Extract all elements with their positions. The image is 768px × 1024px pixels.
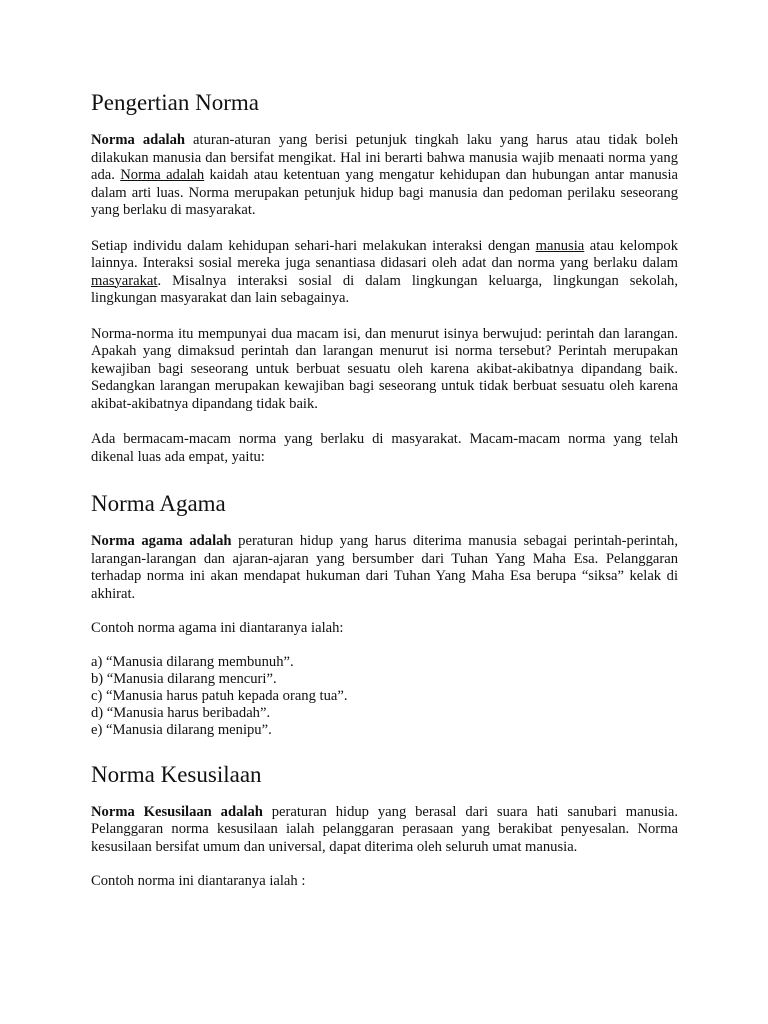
list-item: c) “Manusia harus patuh kepada orang tua”. [91, 687, 348, 704]
link-masyarakat[interactable]: masyarakat [91, 272, 158, 289]
paragraph-text: aturan-aturan yang berisi petunjuk tingkah laku yang harus atau tidak boleh dilakukan manusia dan bersifat mengikat. Hal ini berarti bahwa manusia wajib menaati norma yang ada. [91, 132, 678, 183]
paragraph-text: Setiap individu dalam kehidupan sehari-hari melakukan interaksi dengan [91, 237, 536, 254]
paragraph-contoh-kesusilaan: Contoh norma ini diantaranya ialah : [91, 873, 306, 890]
link-norma-adalah[interactable]: Norma adalah [120, 167, 205, 183]
list-item: a) “Manusia dilarang membunuh”. [91, 653, 294, 670]
paragraph-text: kaidah atau ketentuan yang mengatur kehidupan dan hubungan antar manusia dalam arti luas. Norma merupakan petunjuk hidup bagi manusia dan pedoman perilaku seseorang yang berlaku di masyarakat. [91, 167, 678, 218]
document-page [91, 88, 678, 891]
list-item: b) “Manusia dilarang mencuri”. [91, 670, 277, 687]
paragraph-text: . Misalnya interaksi sosial di dalam lingkungan keluarga, lingkungan sekolah, lingkungan masyarakat dan lain sebagainya. [91, 272, 678, 306]
paragraph-text: peraturan hidup yang berasal dari suara hati sanubari manusia. Pelanggaran norma kesusilaan ialah pelanggaran perasaan yang berakibat penyesalan. Norma kesusilaan bersifat umum dan universal, dapat diterima oleh seluruh umat manusia. [91, 803, 678, 855]
paragraph-text: atau kelompok lainnya. Interaksi sosial mereka juga senantiasa didasari oleh adat dan norma yang berlaku dalam [91, 237, 678, 271]
section-title-pengertian-norma: Pengertian Norma [91, 90, 259, 115]
bold-term: Norma agama adalah [91, 533, 232, 549]
paragraph-text: peraturan hidup yang harus diterima manusia sebagai perintah-perintah, larangan-larangan dan ajaran-ajaran yang bersumber dari Tuhan Yang Maha Esa. Pelanggaran terhadap norma ini akan mendapat hukuman dari Tuhan Yang Maha Esa berupa “siksa” kelak di akhirat. [91, 533, 678, 602]
paragraph-perintah-larangan: Norma-norma itu mempunyai dua macam isi, dan menurut isinya berwujud: perintah dan larangan. Apakah yang dimaksud perintah dan larangan menurut isi norma tersebut? Perintah merupakan kewajiban bagi seseorang untuk berbuat sesuatu oleh karena akibat-akibatnya dipandang baik. Sedangkan larangan merupakan kewajiban bagi seseorang untuk tidak berbuat sesuatu oleh karena akibat-akibatnya dipandang tidak baik. [91, 325, 678, 412]
paragraph-norma-agama [91, 533, 678, 603]
section-title-norma-kesusilaan: Norma Kesusilaan [91, 761, 262, 787]
link-manusia[interactable]: manusia [535, 237, 585, 254]
example-list-agama [91, 654, 678, 740]
bold-term: Norma adalah [91, 132, 185, 148]
list-item: e) “Manusia dilarang menipu”. [91, 722, 272, 739]
paragraph-definition [91, 132, 678, 220]
paragraph-interaction [91, 238, 678, 308]
paragraph-contoh-agama: Contoh norma agama ini diantaranya ialah: [91, 620, 344, 636]
section-title-norma-agama: Norma Agama [91, 491, 226, 516]
list-item: d) “Manusia harus beribadah”. [91, 705, 271, 722]
bold-term: Norma Kesusilaan adalah [91, 803, 263, 820]
paragraph-norma-kesusilaan [91, 804, 678, 857]
paragraph-macam-norma: Ada bermacam-macam norma yang berlaku di masyarakat. Macam-macam norma yang telah dikenal luas ada empat, yaitu: [91, 431, 678, 465]
